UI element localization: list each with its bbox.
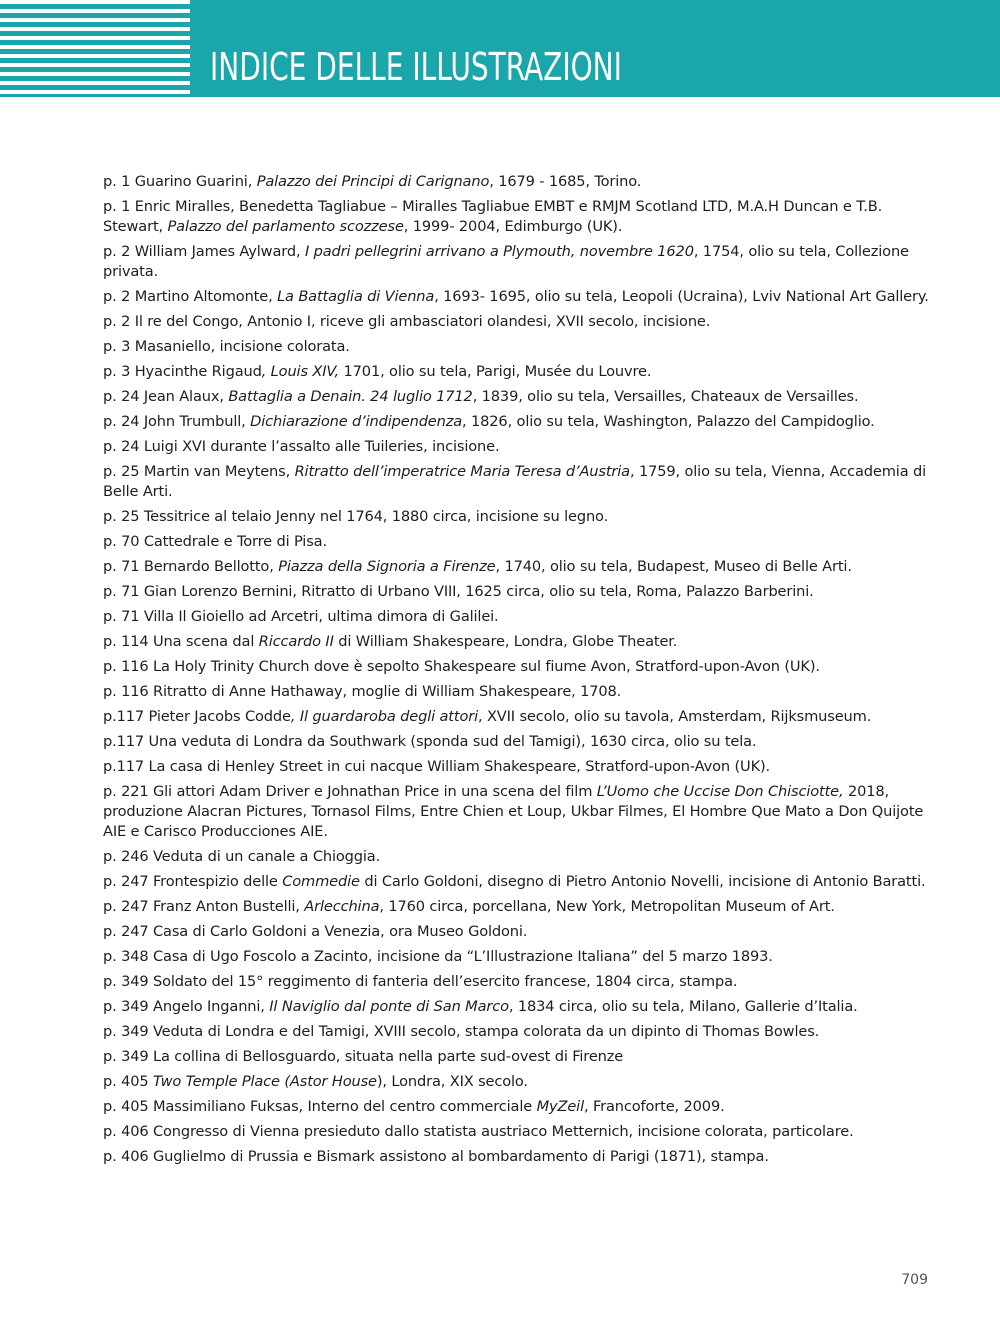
index-entry bbox=[103, 972, 933, 992]
entry-title-text: , Louis XIV, bbox=[261, 363, 340, 380]
index-entry bbox=[103, 1022, 933, 1042]
index-entry bbox=[103, 362, 933, 382]
entry-text: , 1826, olio su tela, Washington, Palazzo del Campidoglio. bbox=[462, 413, 875, 430]
decorative-stripes bbox=[0, 0, 190, 97]
entry-text: p. 116 La Holy Trinity Church dove è sepolto Shakespeare sul fiume Avon, Stratford-upon-Avon (UK). bbox=[103, 658, 820, 675]
entry-text: p. 247 Franz Anton Bustelli, bbox=[103, 898, 305, 915]
index-entry bbox=[103, 1097, 933, 1117]
entry-title-text: Two Temple Place (Astor House bbox=[153, 1073, 377, 1090]
entry-title-text: L’Uomo che Uccise Don Chisciotte, bbox=[596, 783, 844, 800]
index-entry bbox=[103, 387, 933, 407]
entry-text: p. 114 Una scena dal bbox=[103, 633, 259, 650]
entry-text: p. 2 William James Aylward, bbox=[103, 243, 305, 260]
entry-text: , Francoforte, 2009. bbox=[583, 1098, 725, 1115]
entry-text: p. 25 Tessitrice al telaio Jenny nel 1764, 1880 circa, incisione su legno. bbox=[103, 508, 609, 525]
entry-text: , 1679 - 1685, Torino. bbox=[489, 173, 642, 190]
index-entry bbox=[103, 682, 933, 702]
entry-title-text: Palazzo dei Principi di Carignano bbox=[256, 173, 490, 190]
index-entry bbox=[103, 847, 933, 867]
index-entry bbox=[103, 657, 933, 677]
index-entry bbox=[103, 947, 933, 967]
index-entry bbox=[103, 172, 933, 192]
entry-text: ), Londra, XIX secolo. bbox=[376, 1073, 528, 1090]
entry-text: 1701, olio su tela, Parigi, Musée du Louvre. bbox=[339, 363, 652, 380]
index-entry bbox=[103, 1047, 933, 1067]
entry-title-text: Commedie bbox=[282, 873, 360, 890]
entry-text: p. 349 Angelo Inganni, bbox=[103, 998, 270, 1015]
entry-text: , 1760 circa, porcellana, New York, Metropolitan Museum of Art. bbox=[379, 898, 835, 915]
entry-text: p. 247 Casa di Carlo Goldoni a Venezia, ora Museo Goldoni. bbox=[103, 923, 528, 940]
entry-text: p. 348 Casa di Ugo Foscolo a Zacinto, incisione da “L’Illustrazione Italiana” del 5 marzo 1893. bbox=[103, 948, 773, 965]
entry-text: p. 405 bbox=[103, 1073, 153, 1090]
entry-text: p. 2 Il re del Congo, Antonio I, riceve gli ambasciatori olandesi, XVII secolo, incisione. bbox=[103, 313, 711, 330]
entry-text: p.117 Una veduta di Londra da Southwark (sponda sud del Tamigi), 1630 circa, olio su tela. bbox=[103, 733, 757, 750]
index-entry bbox=[103, 757, 933, 777]
index-entry bbox=[103, 312, 933, 332]
index-entry bbox=[103, 632, 933, 652]
entry-text: p. 116 Ritratto di Anne Hathaway, moglie di William Shakespeare, 1708. bbox=[103, 683, 622, 700]
entry-text: p. 406 Congresso di Vienna presieduto dallo statista austriaco Metternich, incisione colorata, particolare. bbox=[103, 1123, 854, 1140]
entry-text: , 1839, olio su tela, Versailles, Chateaux de Versailles. bbox=[472, 388, 859, 405]
index-entry bbox=[103, 532, 933, 552]
entry-title-text: Ritratto dell’imperatrice Maria Teresa d’Austria bbox=[294, 463, 630, 480]
entry-text: p. 246 Veduta di un canale a Chioggia. bbox=[103, 848, 381, 865]
entry-text: , XVII secolo, olio su tavola, Amsterdam, Rijksmuseum. bbox=[477, 708, 872, 725]
entry-text: 2018, produzione Alacran Pictures, Tornasol Films, Entre Chien et Loup, Ukbar Filmes, El Hombre Que Mato a Don Quijote AIE e Carisco Producciones AIE. bbox=[103, 783, 924, 840]
index-entry bbox=[103, 872, 933, 892]
entry-text: p. 71 Gian Lorenzo Bernini, Ritratto di Urbano VIII, 1625 circa, olio su tela, Roma, Palazzo Barberini. bbox=[103, 583, 814, 600]
entry-text: p. 247 Frontespizio delle bbox=[103, 873, 283, 890]
entry-text: , 1999- 2004, Edimburgo (UK). bbox=[403, 218, 623, 235]
index-entry bbox=[103, 922, 933, 942]
index-entry bbox=[103, 242, 933, 282]
entry-text: p. 221 Gli attori Adam Driver e Johnathan Price in una scena del film bbox=[103, 783, 597, 800]
entry-text: p.117 Pieter Jacobs Codde bbox=[103, 708, 291, 725]
entry-text: , 1834 circa, olio su tela, Milano, Gallerie d’Italia. bbox=[508, 998, 858, 1015]
entry-text: p. 71 Villa Il Gioiello ad Arcetri, ultima dimora di Galilei. bbox=[103, 608, 499, 625]
index-entry bbox=[103, 412, 933, 432]
entry-text: , 1693- 1695, olio su tela, Leopoli (Ucraina), Lviv National Art Gallery. bbox=[434, 288, 929, 305]
entry-title-text: Il Naviglio dal ponte di San Marco bbox=[269, 998, 509, 1015]
entry-title-text: Dichiarazione d’indipendenza bbox=[250, 413, 463, 430]
entry-text: di William Shakespeare, Londra, Globe Theater. bbox=[333, 633, 678, 650]
index-entry bbox=[103, 337, 933, 357]
entry-title-text: , Il guardaroba degli attori bbox=[290, 708, 478, 725]
entry-title-text: Battaglia a Denain. 24 luglio 1712 bbox=[228, 388, 473, 405]
index-entry bbox=[103, 287, 933, 307]
index-entry bbox=[103, 582, 933, 602]
illustrations-index-list bbox=[103, 172, 933, 1172]
entry-text: , 1759, olio su tela, Vienna, Accademia di Belle Arti. bbox=[103, 463, 926, 500]
index-entry bbox=[103, 197, 933, 237]
entry-text: p. 349 La collina di Bellosguardo, situata nella parte sud-ovest di Firenze bbox=[103, 1048, 624, 1065]
entry-text: p. 1 Guarino Guarini, bbox=[103, 173, 257, 190]
entry-text: p. 349 Soldato del 15° reggimento di fanteria dell’esercito francese, 1804 circa, stampa. bbox=[103, 973, 738, 990]
page-number: 709 bbox=[901, 1272, 928, 1288]
entry-text: p. 24 John Trumbull, bbox=[103, 413, 251, 430]
entry-text: , 1740, olio su tela, Budapest, Museo di Belle Arti. bbox=[495, 558, 852, 575]
index-entry bbox=[103, 707, 933, 727]
entry-text: p. 2 Martino Altomonte, bbox=[103, 288, 278, 305]
entry-title-text: I padri pellegrini arrivano a Plymouth, novembre 1620 bbox=[304, 243, 694, 260]
index-entry bbox=[103, 782, 933, 842]
entry-title-text: Palazzo del parlamento scozzese bbox=[167, 218, 404, 235]
index-entry bbox=[103, 1122, 933, 1142]
index-entry bbox=[103, 732, 933, 752]
entry-text: p. 405 Massimiliano Fuksas, Interno del centro commerciale bbox=[103, 1098, 537, 1115]
entry-title-text: La Battaglia di Vienna bbox=[277, 288, 435, 305]
entry-text: p. 3 Hyacinthe Rigaud bbox=[103, 363, 262, 380]
entry-title-text: Riccardo II bbox=[258, 633, 334, 650]
entry-text: p. 24 Luigi XVI durante l’assalto alle Tuileries, incisione. bbox=[103, 438, 500, 455]
entry-title-text: Piazza della Signoria a Firenze bbox=[278, 558, 496, 575]
entry-text: p. 406 Guglielmo di Prussia e Bismark assistono al bombardamento di Parigi (1871), stampa. bbox=[103, 1148, 769, 1165]
index-entry bbox=[103, 897, 933, 917]
header-banner bbox=[0, 0, 1000, 97]
index-entry bbox=[103, 437, 933, 457]
index-entry bbox=[103, 607, 933, 627]
entry-title-text: Arlecchina bbox=[304, 898, 380, 915]
entry-text: p. 3 Masaniello, incisione colorata. bbox=[103, 338, 350, 355]
index-entry bbox=[103, 507, 933, 527]
entry-text: p. 1 Enric Miralles, Benedetta Tagliabue – Miralles Tagliabue EMBT e RMJM Scotland LTD, M.A.H Duncan e T.B. Stewart, bbox=[103, 198, 883, 235]
entry-title-text: MyZeil bbox=[536, 1098, 584, 1115]
entry-text: p. 24 Jean Alaux, bbox=[103, 388, 229, 405]
entry-text: di Carlo Goldoni, disegno di Pietro Antonio Novelli, incisione di Antonio Baratti. bbox=[359, 873, 926, 890]
index-entry bbox=[103, 997, 933, 1017]
entry-text: , 1754, olio su tela, Collezione privata. bbox=[103, 243, 909, 280]
entry-text: p.117 La casa di Henley Street in cui nacque William Shakespeare, Stratford-upon-Avon (UK). bbox=[103, 758, 771, 775]
index-entry bbox=[103, 1072, 933, 1092]
page-title: INDICE DELLE ILLUSTRAZIONI bbox=[210, 45, 622, 89]
entry-text: p. 70 Cattedrale e Torre di Pisa. bbox=[103, 533, 327, 550]
entry-text: p. 71 Bernardo Bellotto, bbox=[103, 558, 279, 575]
entry-text: p. 25 Martin van Meytens, bbox=[103, 463, 295, 480]
index-entry bbox=[103, 557, 933, 577]
index-entry bbox=[103, 1147, 933, 1167]
entry-text: p. 349 Veduta di Londra e del Tamigi, XVIII secolo, stampa colorata da un dipinto di Thomas Bowles. bbox=[103, 1023, 820, 1040]
index-entry bbox=[103, 462, 933, 502]
